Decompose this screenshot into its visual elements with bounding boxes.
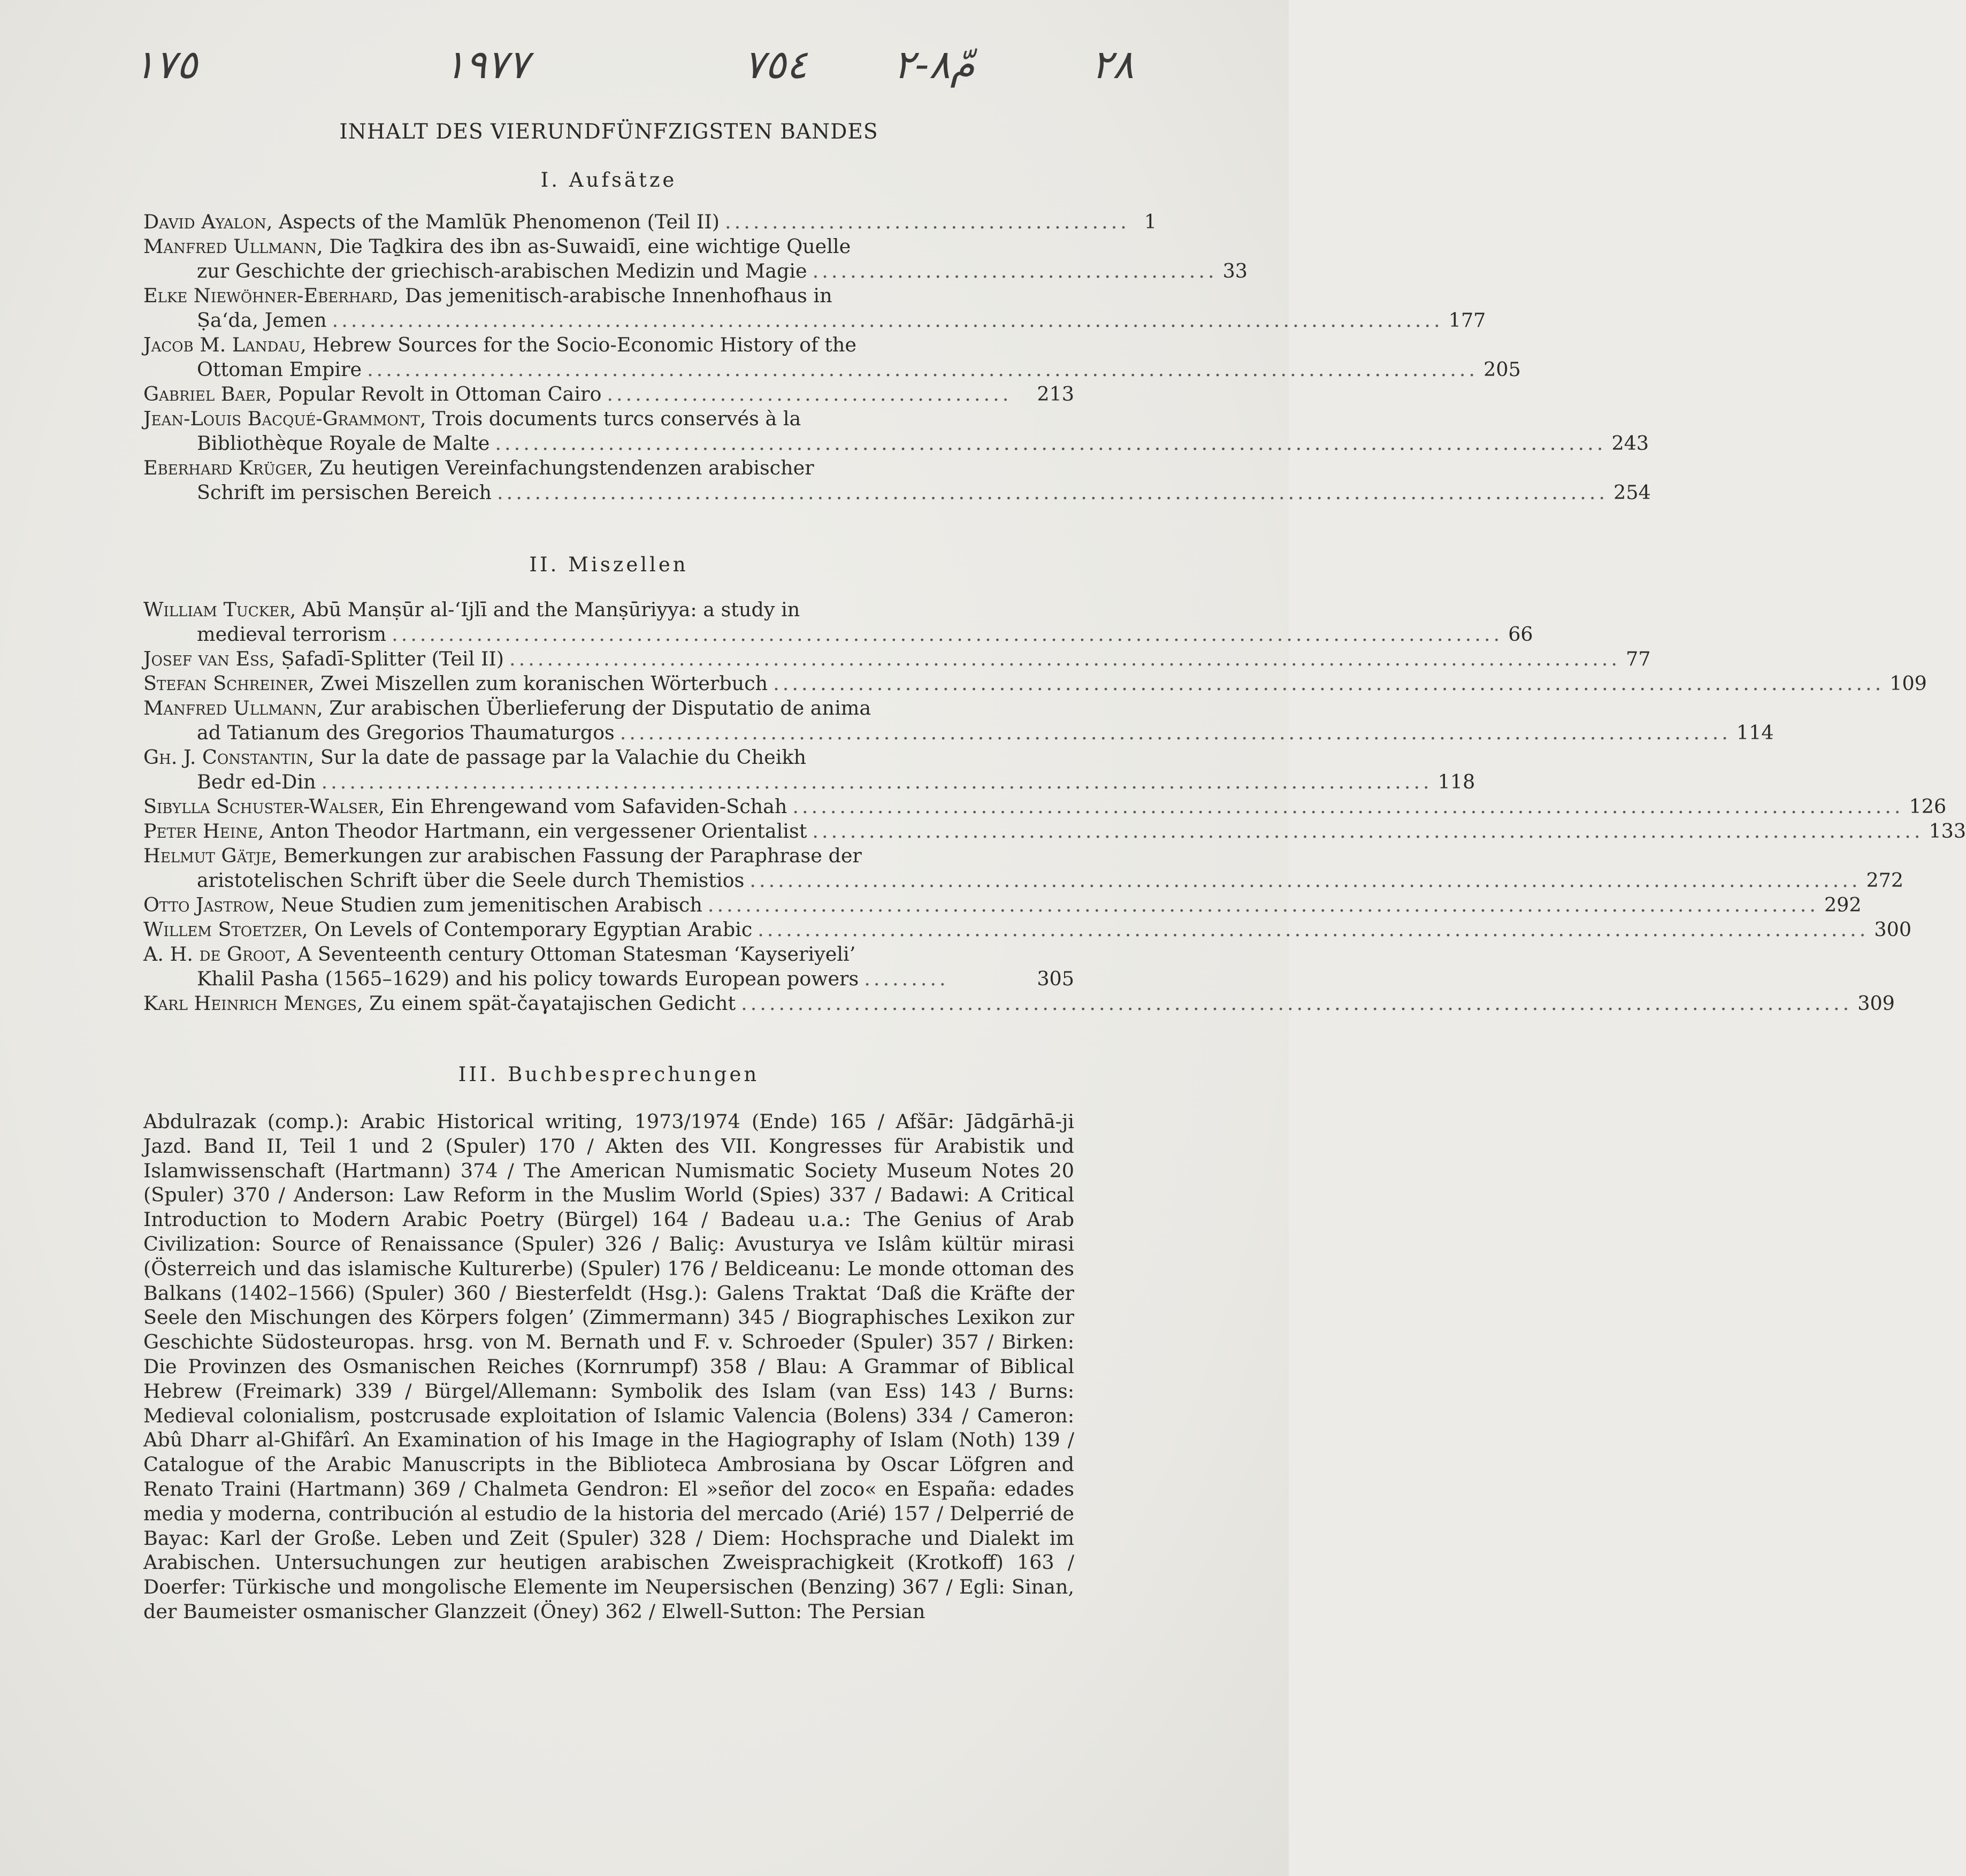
entry-title: , Neue Studien zum jemenitischen Arabisch <box>269 893 702 916</box>
toc-entry: Helmut Gätje, Bemerkungen zur arabischen Fassung der Paraphrase der aristotelischen Schrift über die Seele durch Themistios ...................................................................................................................... 272 <box>143 844 1904 892</box>
entry-author: Gabriel Baer <box>143 382 266 405</box>
entry-author: Otto Jastrow <box>143 893 269 916</box>
entry-title-cont: zur Geschichte der griechisch-arabischen Medizin und Magie <box>197 259 807 282</box>
handwritten-note-1: ١٧٥ <box>134 42 198 88</box>
entry-title-cont: Ottoman Empire <box>197 358 362 381</box>
entry-author: Jean-Louis Bacqué-Grammont <box>143 407 420 430</box>
entry-title-cont: Bedr ed-Din <box>197 770 316 793</box>
entry-page: 272 <box>1866 869 1904 892</box>
entry-author: David Ayalon <box>143 210 266 233</box>
handwritten-annotations <box>134 42 1177 106</box>
section-heading-aufsaetze: I. Aufsätze <box>540 169 677 192</box>
toc-entry: Elke Niewöhner-Eberhard, Das jemenitisch-arabische Innenhofhaus in Ṣa‘da, Jemen ...................................................................................................................... 177 <box>143 284 1486 332</box>
entry-page: 305 <box>1037 967 1074 990</box>
entry-title: , On Levels of Contemporary Egyptian Arabic <box>302 918 753 941</box>
handwritten-note-5: ٢٨ <box>1091 42 1134 88</box>
entry-title: , Abū Manṣūr al-‘Ijlī and the Manṣūriyya: a study in <box>289 598 800 621</box>
entry-page: 205 <box>1483 358 1521 381</box>
entry-title: , Ṣafadī-Splitter (Teil II) <box>269 647 504 670</box>
entry-title: , Hebrew Sources for the Socio-Economic History of the <box>300 333 857 356</box>
toc-entry: Gabriel Baer, Popular Revolt in Ottoman Cairo ........................................... 213 <box>143 382 1074 405</box>
entry-author: Helmut Gätje <box>143 844 271 867</box>
entry-author: William Tucker <box>143 598 290 621</box>
entry-page: 133 <box>1929 820 1966 843</box>
entry-title-cont: aristotelischen Schrift über die Seele durch Themistios <box>197 869 745 892</box>
entry-page: 109 <box>1889 672 1927 695</box>
entry-page: 292 <box>1824 893 1862 916</box>
section-heading-buchbesprechungen: III. Buchbesprechungen <box>458 1063 760 1086</box>
entry-page: 309 <box>1857 992 1895 1015</box>
toc-entry: Sibylla Schuster-Walser, Ein Ehrengewand vom Safaviden-Schah ...................................................................................................................... 126 <box>143 795 1947 818</box>
entry-title: , Zu einem spät-čaγatajischen Gedicht <box>357 992 736 1015</box>
handwritten-note-4: مّ٨-٢ <box>893 42 975 88</box>
book-reviews-paragraph: Abdulrazak (comp.): Arabic Historical writing, 1973/1974 (Ende) 165 / Afšār: Jādgārhā-ji Jazd. Band II, Teil 1 und 2 (Spuler) 170 / Akten des VII. Kongresses für Arabistik und Islamwissenschaft (Hartmann) 374 / The American Numismatic Society Museum Notes 20 (Spuler) 370 / Anderson: Law Reform in the Muslim World (Spies) 337 / Badawi: A Critical Introduction to Modern Arabic Poetry (Bürgel) 164 / Badeau u.a.: The Genius of Arab Civilization: Source of Renaissance (Spuler) 326 / Baliç: Avusturya ve Islâm kültür mirasi (Österreich und das islamische Kulturerbe) (Spuler) 176 / Beldiceanu: Le monde ottoman des Balkans (1402–1566) (Spuler) 360 / Biesterfeldt (Hsg.): Galens Traktat ‘Daß die Kräfte der Seele den Mischungen des Körpers folgen’ (Zimmermann) 345 / Biographisches Lexikon zur Geschichte Südosteuropas. hrsg. von M. Bernath und F. v. Schroeder (Spuler) 357 / Birken: Die Provinzen des Osmanischen Reiches (Kornrumpf) 358 / Blau: A Grammar of Biblical Hebrew (Freimark) 339 / Bürgel/Allemann: Symbolik des Islam (van Ess) 143 / Burns: Medieval colonialism, postcrusade exploitation of Islamic Valencia (Bolens) 334 / Cameron: Abû Dharr al-Ghifârî. An Examination of his Image in the Hagiography of Islam (Noth) 139 / Catalogue of the Arabic Manuscripts in the Biblioteca Ambrosiana by Oscar Löfgren and Renato Traini (Hartmann) 369 / Chalmeta Gendron: El »señor del zoco« en España: edades media y moderna, contribución al estudio de la historia del mercado (Arié) 157 / Delperrié de Bayac: Karl der Große. Leben und Zeit (Spuler) 328 / Diem: Hochsprache und Dialekt im Arabischen. Untersuchungen zur heutigen arabischen Zweisprachigkeit (Krotkoff) 163 / Doerfer: Türkische und mongolische Elemente im Neupersischen (Benzing) 367 / Egli: Sinan, der Baumeister osmanischer Glanzzeit (Öney) 362 / Elwell-Sutton: The Persian <box>143 1110 1074 1623</box>
miszellen-list <box>143 598 1966 1016</box>
entry-page: 300 <box>1874 918 1912 941</box>
entry-title: , Anton Theodor Hartmann, ein vergessener Orientalist <box>257 820 807 843</box>
entry-title: , Trois documents turcs conservés à la <box>419 407 801 430</box>
entry-author: Peter Heine <box>143 820 258 843</box>
handwritten-note-2: ١٩٧٧ <box>444 42 529 88</box>
aufsaetze-list <box>143 210 1651 505</box>
entry-page: 177 <box>1448 309 1486 332</box>
entry-page: 1 <box>1144 210 1157 233</box>
entry-author: Elke Niewöhner-Eberhard <box>143 284 393 307</box>
toc-entry: David Ayalon, Aspects of the Mamlūk Phenomenon (Teil II) ........................................... 1 <box>143 210 1157 233</box>
toc-entry: Peter Heine, Anton Theodor Hartmann, ein vergessener Orientalist ...................................................................................................................... 133 <box>143 820 1966 843</box>
entry-title-cont: Bibliothèque Royale de Malte <box>197 432 490 455</box>
entry-page: 33 <box>1222 259 1248 282</box>
entry-title: , Zu heutigen Vereinfachungstendenzen arabischer <box>307 456 814 479</box>
entry-page: 66 <box>1508 623 1533 646</box>
toc-entry: Gh. J. Constantin, Sur la date de passage par la Valachie du Cheikh Bedr ed-Din ...................................................................................................................... 118 <box>143 746 1475 793</box>
entry-author: Josef van Ess <box>143 647 269 670</box>
entry-page: 213 <box>1037 382 1074 405</box>
entry-author: Sibylla Schuster-Walser <box>143 795 379 818</box>
entry-page: 114 <box>1736 721 1774 744</box>
entry-title: , Popular Revolt in Ottoman Cairo <box>265 382 602 405</box>
entry-author: Manfred Ullmann <box>143 696 317 719</box>
entry-title: , Sur la date de passage par la Valachie du Cheikh <box>308 746 806 769</box>
entry-author: Manfred Ullmann <box>143 235 317 258</box>
toc-entry: A. H. de Groot, A Seventeenth century Ottoman Statesman ‘Kayseriyeli’ Khalil Pasha (1565–1629) and his policy towards European powers ......... 305 <box>143 943 1074 990</box>
entry-author: Eberhard Krüger <box>143 456 307 479</box>
entry-page: 254 <box>1613 481 1651 504</box>
entry-page: 126 <box>1909 795 1947 818</box>
entry-title-cont: Khalil Pasha (1565–1629) and his policy towards European powers <box>197 967 859 990</box>
entry-title: , A Seventeenth century Ottoman Statesman ‘Kayseriyeli’ <box>285 943 856 966</box>
entry-title: , Aspects of the Mamlūk Phenomenon (Teil II) <box>266 210 720 233</box>
entry-author: Jacob M. Landau <box>143 333 301 356</box>
table-of-contents <box>143 120 1966 1624</box>
entry-page: 77 <box>1626 647 1651 670</box>
entry-title: , Das jemenitisch-arabische Innenhofhaus in <box>392 284 832 307</box>
toc-entry: Jean-Louis Bacqué-Grammont, Trois documents turcs conservés à la Bibliothèque Royale de Malte ...................................................................................................................... 243 <box>143 407 1649 455</box>
entry-title: , Die Taḏkira des ibn as-Suwaidī, eine wichtige Quelle <box>317 235 851 258</box>
toc-entry: Jacob M. Landau, Hebrew Sources for the Socio-Economic History of the Ottoman Empire ...................................................................................................................... 205 <box>143 333 1521 381</box>
entry-title: , Zur arabischen Überlieferung der Disputatio de anima <box>317 696 871 719</box>
entry-title: , Zwei Miszellen zum koranischen Wörterbuch <box>308 672 768 695</box>
toc-entry: William Tucker, Abū Manṣūr al-‘Ijlī and the Manṣūriyya: a study in medieval terrorism ...................................................................................................................... 66 <box>143 598 1533 646</box>
section-heading-miszellen: II. Miszellen <box>529 553 689 576</box>
toc-entry: Eberhard Krüger, Zu heutigen Vereinfachungstendenzen arabischer Schrift im persischen Bereich ...................................................................................................................... 254 <box>143 456 1651 504</box>
toc-entry: Manfred Ullmann, Zur arabischen Überlieferung der Disputatio de anima ad Tatianum des Gregorios Thaumaturgos ...................................................................................................................... 114 <box>143 696 1774 744</box>
entry-page: 118 <box>1437 770 1475 793</box>
toc-entry: Stefan Schreiner, Zwei Miszellen zum koranischen Wörterbuch ...................................................................................................................... 109 <box>143 672 1927 695</box>
toc-entry: Willem Stoetzer, On Levels of Contemporary Egyptian Arabic ...................................................................................................................... 300 <box>143 918 1912 941</box>
toc-entry: Karl Heinrich Menges, Zu einem spät-čaγatajischen Gedicht ...................................................................................................................... 309 <box>143 992 1895 1015</box>
toc-entry: Otto Jastrow, Neue Studien zum jemenitischen Arabisch ...................................................................................................................... 292 <box>143 893 1862 916</box>
entry-author: Stefan Schreiner <box>143 672 308 695</box>
toc-entry: Josef van Ess, Ṣafadī-Splitter (Teil II) ...................................................................................................................... 77 <box>143 647 1651 670</box>
entry-title-cont: medieval terrorism <box>197 623 387 646</box>
entry-title-cont: Schrift im persischen Bereich <box>197 481 492 504</box>
page-title: INHALT DES VIERUNDFÜNFZIGSTEN BANDES <box>339 120 878 144</box>
entry-page: 243 <box>1611 432 1649 455</box>
entry-title-cont: ad Tatianum des Gregorios Thaumaturgos <box>197 721 615 744</box>
entry-title-cont: Ṣa‘da, Jemen <box>197 309 327 332</box>
entry-author: Karl Heinrich Menges <box>143 992 357 1015</box>
toc-entry: Manfred Ullmann, Die Taḏkira des ibn as-Suwaidī, eine wichtige Quelle zur Geschichte der griechisch-arabischen Medizin und Magie ........................................... 33 <box>143 235 1248 282</box>
entry-title: , Ein Ehrengewand vom Safaviden-Schah <box>378 795 787 818</box>
handwritten-note-3: ٧٥٤ <box>744 42 808 88</box>
entry-author: Gh. J. Constantin <box>143 746 308 769</box>
entry-author: Willem Stoetzer <box>143 918 302 941</box>
entry-title: , Bemerkungen zur arabischen Fassung der Paraphrase der <box>271 844 862 867</box>
entry-author: A. H. de Groot <box>143 943 285 966</box>
